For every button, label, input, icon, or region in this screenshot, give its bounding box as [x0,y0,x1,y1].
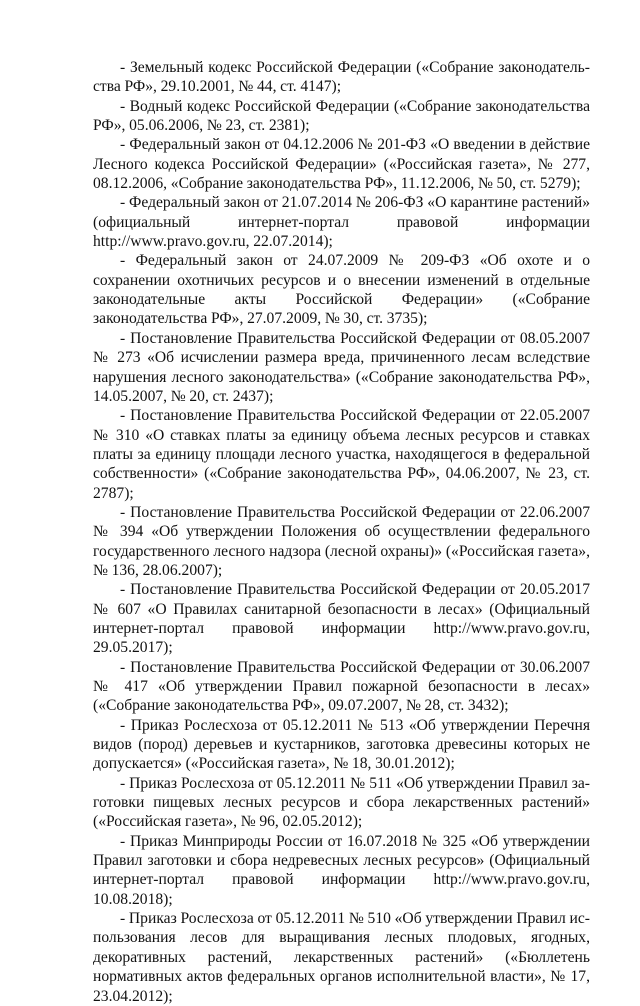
list-item: - Постановление Правительства Российской Федерации от 30.06.2007 № 417 «Об утверждении Правил пожарной безопасности в лесах» («Собрание законодательства РФ», 09.07.2007, № 28, ст. 3432); [93,658,590,715]
list-item: - Приказ Минприроды России от 16.07.2018 № 325 «Об утверждении Правил заготовки и сбора недревесных лесных ресурсов» (Официальный интернет-портал правовой информации http://www.pravo.gov.ru, 10.08.2018); [93,832,590,908]
list-item: - Приказ Рослесхоза от 05.12.2011 № 510 «Об утверждении Правил использования лесов для выращивания лесных плодовых, ягодных, декоративных растений, лекарственных растений» («Бюллетень нормативных актов федеральных органов исполнительной власти», № 17, 23.04.2012); [93,910,590,1005]
list-item: - Постановление Правительства Российской Федерации от 20.05.2017 № 607 «О Правилах санитарной безопасности в лесах» (Официальный интернет-портал правовой информации http://www.pravo.gov.ru, 29.05.2017); [93,581,590,657]
list-item: - Постановление Правительства Российской Федерации от 22.05.2007 № 310 «О ставках платы за единицу объема лесных ресурсов и ставках платы за единицу площади лесного участка, находящегося в федеральной собственности» («Собрание законодательства РФ», 04.06.2007, № 23, ст. 2787); [93,407,590,502]
list-item: - Федеральный закон от 04.12.2006 № 201-ФЗ «О введении в действие Лесного кодекса Российской Федерации» («Российская газета», № 277, 08.12.2006, «Собрание законодательства РФ», 11.12.2006, № 50, ст. 5279); [93,136,590,193]
list-item: - Земельный кодекс Российской Федерации («Собрание законодательства РФ», 29.10.2001, № 44, ст. 4147); [93,59,590,96]
list-item: - Постановление Правительства Российской Федерации от 08.05.2007 № 273 «Об исчислении размера вреда, причиненного лесам вследствие нарушения лесного законодательства» («Собрание законодательства РФ», 14.05.2007, № 20, ст. 2437); [93,329,590,405]
list-item: - Приказ Рослесхоза от 05.12.2011 № 511 «Об утверждении Правил заготовки пищевых лесных ресурсов и сбора лекарственных растений» («Российская газета», № 96, 02.05.2012); [93,774,590,831]
list-item: - Постановление Правительства Российской Федерации от 22.06.2007 № 394 «Об утверждении Положения об осуществлении федерального государственного лесного надзора (лесной охраны)» («Российская газета», № 136, 28.06.2007); [93,503,590,579]
list-item: - Водный кодекс Российской Федерации («Собрание законодательства РФ», 05.06.2006, № 23, ст. 2381); [93,97,590,135]
document-page [93,58,590,1006]
list-item: - Федеральный закон от 21.07.2014 № 206-ФЗ «О карантине растений» (официальный интернет-портал правовой информации http://www.pravo.gov.ru, 22.07.2014); [93,194,590,251]
list-item: - Федеральный закон от 24.07.2009 № 209-ФЗ «Об охоте и о сохранении охотничьих ресурсов и о внесении изменений в отдельные законодательные акты Российской Федерации» («Собрание законодательства РФ», 27.07.2009, № 30, ст. 3735); [93,252,590,328]
list-item: - Приказ Рослесхоза от 05.12.2011 № 513 «Об утверждении Перечня видов (пород) деревьев и кустарников, заготовка древесины которых не допускается» («Российская газета», № 18, 30.01.2012); [93,716,590,773]
